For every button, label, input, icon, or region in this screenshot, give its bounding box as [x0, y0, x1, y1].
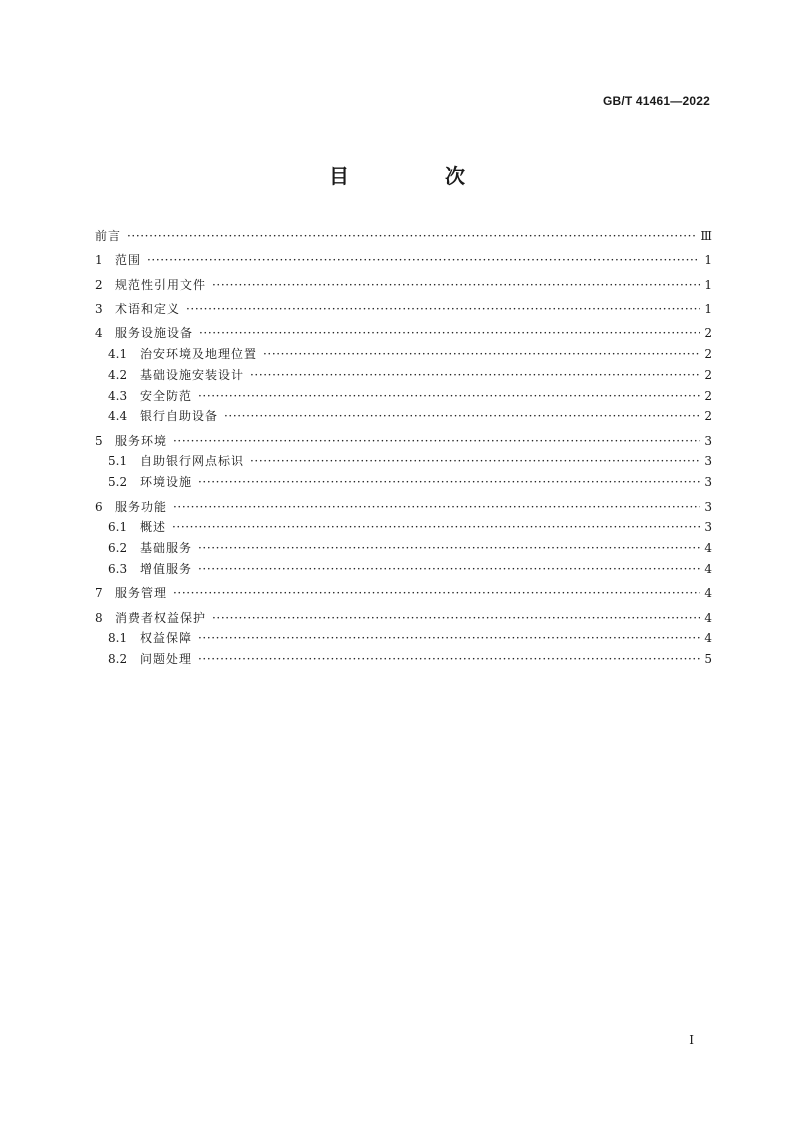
toc-entry-page: 2: [704, 367, 712, 382]
toc-entry-page: 2: [704, 326, 712, 341]
toc-subentry[interactable]: [95, 386, 712, 407]
toc-entry[interactable]: [95, 431, 712, 452]
toc-entry-label: 服务环境: [115, 433, 168, 448]
toc-title: 目 次: [329, 164, 503, 188]
toc-entry-label: 自助银行网点标识: [140, 454, 245, 469]
toc-dot-leader: [173, 497, 700, 518]
toc-dot-leader: [198, 559, 700, 580]
toc-entry-page: Ⅲ: [700, 229, 712, 243]
toc-entry-number: 1: [95, 253, 103, 268]
toc-entry[interactable]: [95, 497, 712, 518]
toc-entry-label: 治安环境及地理位置: [140, 346, 258, 361]
toc-subentry[interactable]: [95, 472, 712, 493]
toc-entry-label: 环境设施: [140, 475, 193, 490]
toc-entry-label: 服务设施设备: [115, 326, 194, 341]
toc-entry-number: 5.2: [108, 475, 128, 490]
toc-entry-label: 服务管理: [115, 586, 168, 601]
toc-entry-number: 6.3: [108, 561, 128, 576]
toc-entry-page: 4: [704, 541, 712, 556]
toc-entry[interactable]: [95, 608, 712, 629]
toc-subentry[interactable]: [95, 406, 712, 427]
toc-entry-number: 7: [95, 586, 103, 601]
toc-dot-leader: [198, 538, 700, 559]
toc-entry-label: 权益保障: [140, 631, 193, 646]
toc-entry[interactable]: [95, 299, 712, 320]
toc-dot-leader: [173, 431, 700, 452]
toc-entry-label: 规范性引用文件: [115, 277, 207, 292]
table-of-contents: [95, 226, 712, 670]
toc-entry-label: 问题处理: [140, 652, 193, 667]
toc-dot-leader: [127, 226, 696, 247]
toc-entry-page: 3: [704, 475, 712, 490]
toc-entry[interactable]: [95, 583, 712, 604]
toc-dot-leader: [224, 406, 700, 427]
toc-dot-leader: [199, 323, 700, 344]
toc-entry-number: 4.4: [108, 409, 128, 424]
toc-entry-label: 范围: [115, 253, 142, 268]
toc-entry-number: 4.3: [108, 388, 128, 403]
page-number: I: [689, 1033, 694, 1047]
toc-entry-number: 6: [95, 499, 103, 514]
toc-dot-leader: [172, 517, 700, 538]
toc-entry-label: 术语和定义: [115, 301, 181, 316]
toc-subentry[interactable]: [95, 451, 712, 472]
toc-subentry[interactable]: [95, 517, 712, 538]
toc-entry-number: 6.2: [108, 541, 128, 556]
toc-entry-label: 基础服务: [140, 541, 193, 556]
toc-subentry[interactable]: [95, 628, 712, 649]
toc-entry-label: 安全防范: [140, 388, 193, 403]
toc-entry-label: 银行自助设备: [140, 409, 219, 424]
toc-entry-number: 8: [95, 610, 103, 625]
toc-entry-label: 消费者权益保护: [115, 610, 207, 625]
toc-entry-label: 基础设施安装设计: [140, 367, 245, 382]
toc-entry-label: 增值服务: [140, 561, 193, 576]
toc-subentry[interactable]: [95, 365, 712, 386]
standard-code: GB/T 41461—2022: [602, 94, 710, 108]
toc-entry-page: 3: [704, 433, 712, 448]
toc-entry-page: 1: [704, 301, 712, 316]
toc-entry-page: 4: [704, 610, 712, 625]
toc-dot-leader: [250, 365, 700, 386]
toc-subentry[interactable]: [95, 649, 712, 670]
toc-entry-number: 8.2: [108, 652, 128, 667]
toc-entry-number: 4: [95, 326, 103, 341]
toc-entry-label: 前言: [95, 229, 122, 243]
toc-entry-label: 服务功能: [115, 499, 168, 514]
toc-entry-number: 4.1: [108, 346, 128, 361]
toc-entry[interactable]: [95, 250, 712, 271]
toc-entry-page: 1: [704, 277, 712, 292]
toc-entry-number: 8.1: [108, 631, 128, 646]
toc-entry-number: 5: [95, 433, 103, 448]
toc-entry-page: 4: [704, 586, 712, 601]
toc-entry[interactable]: [95, 226, 712, 247]
toc-dot-leader: [212, 275, 700, 296]
toc-dot-leader: [198, 472, 700, 493]
toc-subentry[interactable]: [95, 344, 712, 365]
toc-entry-page: 5: [704, 652, 712, 667]
toc-entry-label: 概述: [140, 520, 167, 535]
toc-dot-leader: [198, 649, 700, 670]
toc-entry-number: 4.2: [108, 367, 128, 382]
toc-entry[interactable]: [95, 323, 712, 344]
toc-dot-leader: [173, 583, 700, 604]
toc-entry-number: 6.1: [108, 520, 128, 535]
toc-entry-page: 1: [704, 253, 712, 268]
toc-entry-page: 2: [704, 346, 712, 361]
toc-entry-number: 3: [95, 301, 103, 316]
toc-entry-number: 2: [95, 277, 103, 292]
toc-entry-page: 2: [704, 409, 712, 424]
toc-entry[interactable]: [95, 275, 712, 296]
toc-entry-number: 5.1: [108, 454, 128, 469]
toc-entry-page: 3: [704, 499, 712, 514]
toc-subentry[interactable]: [95, 538, 712, 559]
toc-dot-leader: [198, 386, 700, 407]
toc-dot-leader: [263, 344, 700, 365]
toc-dot-leader: [147, 250, 700, 271]
toc-entry-page: 4: [704, 561, 712, 576]
toc-entry-page: 3: [704, 520, 712, 535]
toc-entry-page: 2: [704, 388, 712, 403]
toc-dot-leader: [250, 451, 700, 472]
toc-dot-leader: [186, 299, 700, 320]
toc-dot-leader: [198, 628, 700, 649]
toc-entry-page: 3: [704, 454, 712, 469]
toc-entry-page: 4: [704, 631, 712, 646]
toc-subentry[interactable]: [95, 559, 712, 580]
toc-dot-leader: [212, 608, 700, 629]
